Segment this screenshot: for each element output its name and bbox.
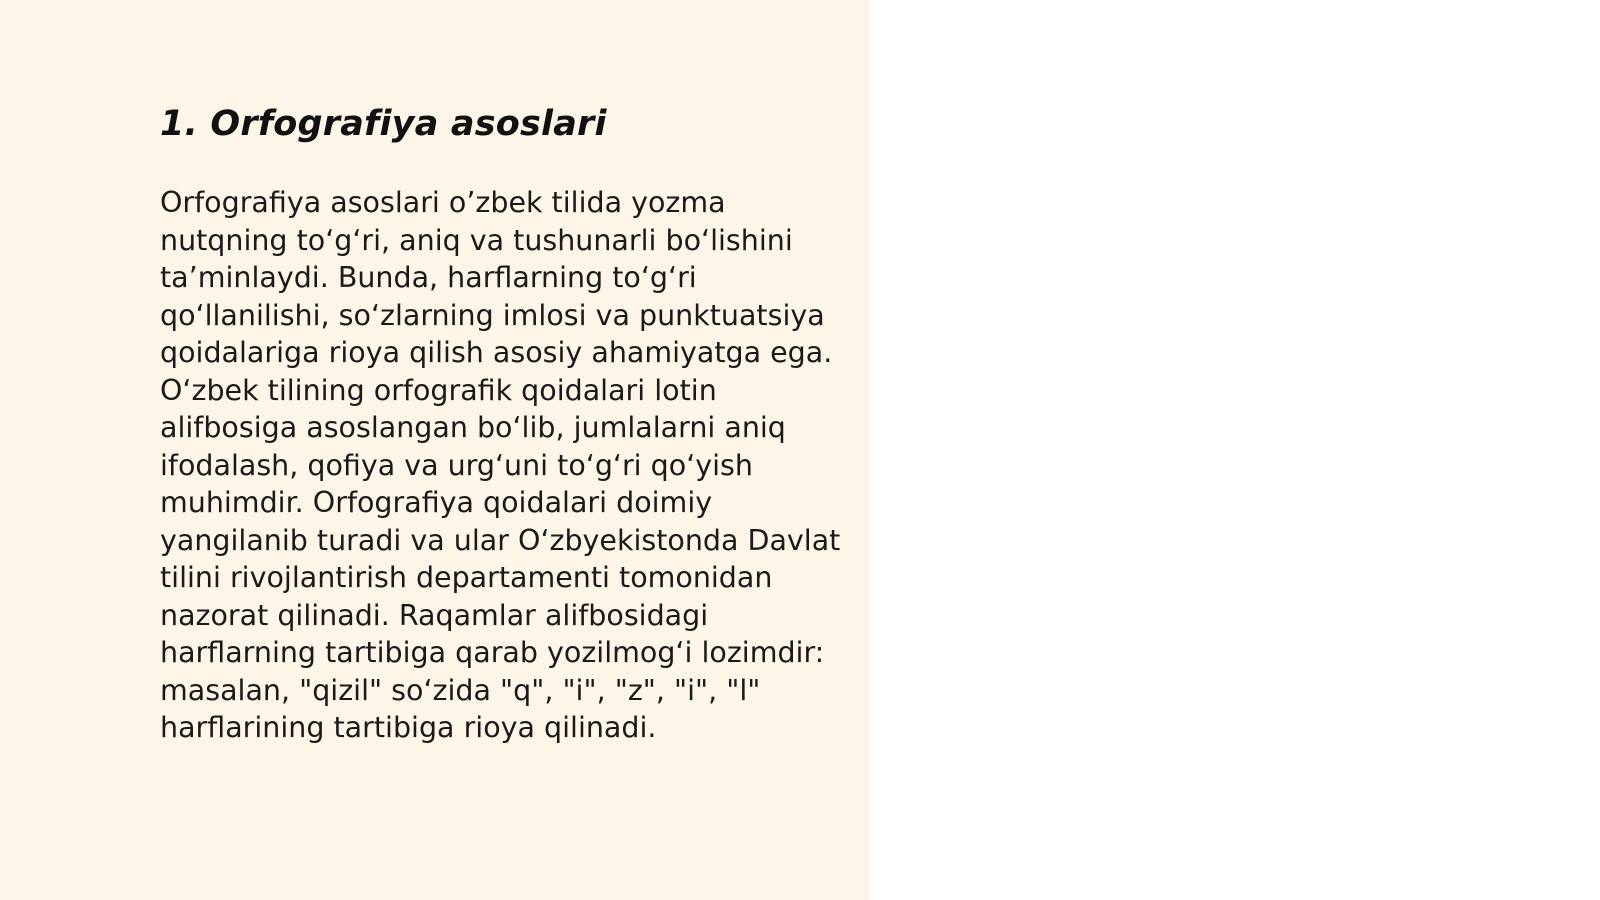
document-image-panel (870, 0, 1600, 900)
slide-title: 1. Orfografiya asoslari (160, 104, 607, 144)
slide-body-text: Orfografiya asoslari o’zbek tilida yozma nutqning to‘g‘ri, aniq va tushunarli bo‘lishini ta’minlaydi. Bunda, harflarning to‘g‘ri qo‘llanilishi, so‘zlarning imlosi va punktuatsiya qoidalariga rioya qilish asosiy ahamiyatga ega. O‘zbek tilining orfografik qoidalari lotin alifbosiga asoslangan bo‘lib, jumlalarni aniq ifodalash, qofiya va urg‘uni to‘g‘ri qo‘yish muhimdir. Orfografiya qoidalari doimiy yangilanib turadi va ular O‘zbyekistonda Davlat tilini rivojlantirish departamenti tomonidan nazorat qilinadi. Raqamlar alifbosidagi harflarning tartibiga qarab yozilmog‘i lozimdir: masalan, "qizil" so‘zida "q", "i", "z", "i", "l" harflarining tartibiga rioya qilinadi. (160, 186, 841, 744)
